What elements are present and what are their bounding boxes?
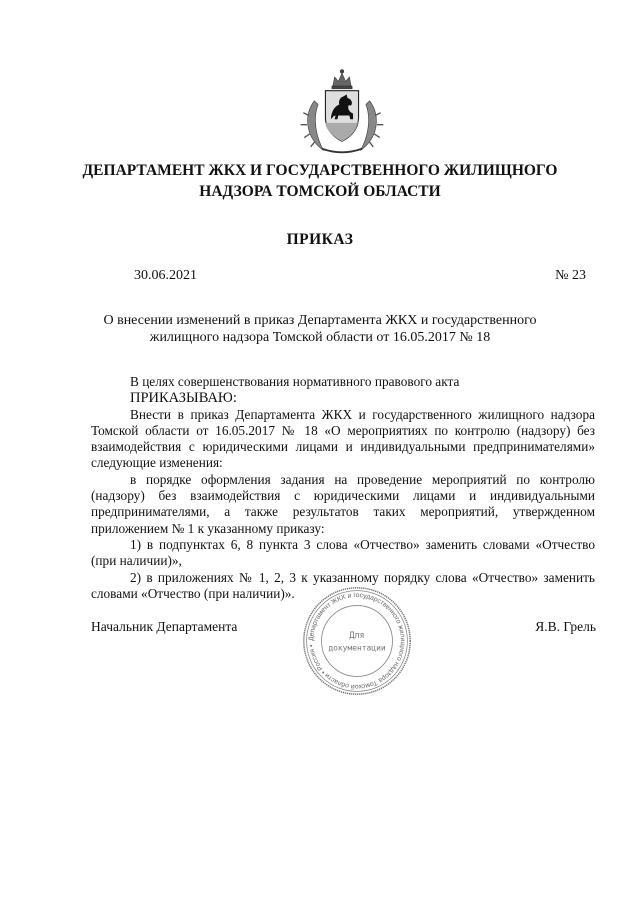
department-title-line2: НАДЗОРА ТОМСКОЙ ОБЛАСТИ (199, 183, 441, 200)
official-stamp (301, 585, 413, 697)
document-type: ПРИКАЗ (286, 231, 354, 248)
body-directive: ПРИКАЗЫВАЮ: (130, 390, 237, 407)
stamp-ring-text: Департамент ЖКХ и государственного жилищного надзора Томской области • Россия • (308, 592, 406, 690)
subject-line2: жилищного надзора Томской области от 16.05.2017 № 18 (149, 330, 491, 345)
body-paragraph-4: в порядке оформления задания на проведение мероприятий по контролю (надзору) без взаимодействия с юридическими лицами и индивидуальными предпринимателями, а также результатов таких мероприятий, утвержденном приложением № 1 к указанному приказу: (91, 471, 595, 536)
signature-name: Я.В. Грель (535, 619, 596, 634)
body-paragraph-5: 1) в подпунктах 6, 8 пункта 3 слова «Отчество» заменить словами «Отчество (при наличии)», (91, 536, 595, 569)
subject-line1: О внесении изменений в приказ Департамента ЖКХ и государственного (103, 313, 537, 328)
body-paragraph-3: Внести в приказ Департамента ЖКХ и государственного жилищного надзора Томской области от 16.05.2017 № 18 «О мероприятиях по контролю (надзору) без взаимодействия с юридическими лицами и индивидуальными предпринимателями» следующие изменения: (91, 406, 595, 471)
body-paragraph-6: 2) в приложениях № 1, 2, 3 к указанному порядку слова «Отчество» заменить словами «Отчество (при наличии)». (91, 569, 595, 601)
document-body (91, 374, 595, 602)
signature-position: Начальник Департамента (91, 619, 238, 634)
stamp-center-line2: документации (328, 643, 386, 653)
tomsk-coat-of-arms-icon (296, 64, 388, 156)
stamp-center-line1: Для (349, 630, 365, 641)
body-paragraph-1: В целях совершенствования нормативного правового акта (130, 374, 460, 389)
document-subject (100, 312, 540, 346)
document-date: 30.06.2021 (134, 268, 197, 283)
department-title (80, 160, 560, 202)
document-number: № 23 (555, 268, 586, 283)
department-title-line1: ДЕПАРТАМЕНТ ЖКХ И ГОСУДАРСТВЕННОГО ЖИЛИЩНОГО (82, 162, 558, 179)
